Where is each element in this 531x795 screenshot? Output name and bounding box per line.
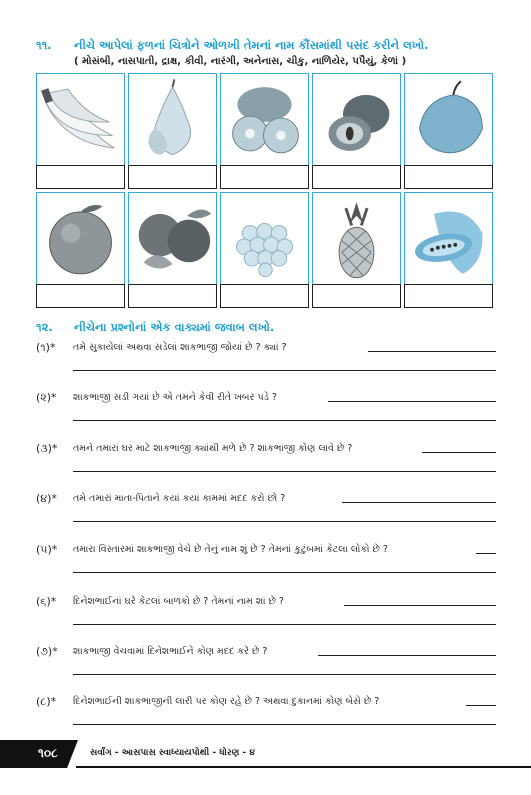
- question-item: [36, 442, 496, 482]
- answer-line[interactable]: [328, 401, 496, 402]
- question-number: (૩)*: [36, 442, 58, 455]
- answer-box[interactable]: [220, 165, 309, 189]
- question-text: તમારા વિસ્તારમાં શાકભાજી વેચે છે તેનું નામ શું છે ? તેમનાં કુટુંબમાં કેટલા લોકો છે ?: [73, 544, 388, 555]
- question-text: તમે તમારાં માતા-પિતાને કયાં કયાં કામમાં મદદ કરો છો ?: [73, 493, 286, 504]
- q12-heading: [36, 320, 274, 335]
- answer-line[interactable]: [368, 351, 496, 352]
- q12-number: ૧૨.: [36, 320, 53, 334]
- answer-box[interactable]: [312, 284, 401, 308]
- pear-icon: [128, 73, 217, 167]
- answer-line[interactable]: [73, 420, 496, 421]
- papaya-icon: [404, 192, 493, 286]
- answer-line[interactable]: [318, 655, 496, 656]
- page-footer: [0, 740, 531, 768]
- answer-box[interactable]: [312, 165, 401, 189]
- answer-line[interactable]: [73, 521, 496, 522]
- sweet-lime-icon: [128, 192, 217, 286]
- answer-box[interactable]: [36, 284, 125, 308]
- question-number: (૫)*: [36, 543, 58, 556]
- answer-line[interactable]: [73, 724, 496, 725]
- question-text: તમે સુકાયેલાં અથવા સડેલાં શાકભાજી જોયાં છે ? ક્યાં ?: [73, 342, 287, 353]
- coconut-icon: [404, 73, 493, 167]
- question-number: (૭)*: [36, 645, 58, 658]
- question-text: દિનેશભાઈની શાકભાજીની લારી પર કોણ રહે છે ? અથવા દુકાનમાં કોણ બેસે છે ?: [73, 696, 380, 707]
- question-item: [36, 645, 496, 685]
- answer-line[interactable]: [73, 370, 496, 371]
- answer-box[interactable]: [128, 165, 217, 189]
- question-item: [36, 595, 496, 635]
- question-item: [36, 543, 496, 583]
- q12-title: નીચેના પ્રશ્નોનાં એક વાક્યમાં જવાબ લખો.: [74, 320, 275, 334]
- question-number: (૪)*: [36, 492, 57, 505]
- question-number: (૨)*: [36, 391, 57, 404]
- answer-box[interactable]: [404, 284, 493, 308]
- answer-line[interactable]: [73, 674, 496, 675]
- q11-options: ( મોસંબી, નાસપાતી, દ્રાક્ષ, કીવી, નારંગી, અનેનાસ, ચીકુ, નાળિયેર, પપૈયું, કેળાં ): [74, 56, 407, 67]
- question-text: તમને તમારાં ઘર માટે શાકભાજી ક્યાંથી મળે છે ? શાકભાજી કોણ લાવે છે ?: [73, 443, 353, 454]
- question-number: (૮)*: [36, 695, 57, 708]
- answer-box[interactable]: [220, 284, 309, 308]
- question-text: શાકભાજી વેચવામાં દિનેશભાઈને કોણ મદદ કરે છે ?: [73, 646, 268, 657]
- fruit-image-row-1: [36, 73, 493, 167]
- pineapple-icon: [312, 192, 401, 286]
- answer-line[interactable]: [466, 705, 496, 706]
- answer-row-2: [36, 284, 493, 308]
- answer-box[interactable]: [404, 165, 493, 189]
- grapes-icon: [220, 192, 309, 286]
- question-text: દિનેશભાઈનાં ઘરે કેટલાં બાળકો છે ? તેમનાં નામ શાં છે ?: [73, 596, 284, 607]
- answer-line[interactable]: [476, 553, 496, 554]
- orange-icon: [36, 192, 125, 286]
- question-item: [36, 391, 496, 431]
- answer-line[interactable]: [342, 502, 496, 503]
- question-number: (૧)*: [36, 341, 56, 354]
- footer-rule: [76, 766, 531, 768]
- question-text: શાકભાજી સડી ગયાં છે એ તમને કેવી રીતે ખબર પડે ?: [73, 392, 277, 403]
- answer-box[interactable]: [36, 165, 125, 189]
- answer-row-1: [36, 165, 493, 189]
- q11-number: ૧૧.: [36, 38, 52, 52]
- answer-line[interactable]: [344, 605, 496, 606]
- answer-box[interactable]: [128, 284, 217, 308]
- kiwi-icon: [220, 73, 309, 167]
- page-number: ૧૦૮: [38, 746, 58, 760]
- footer-title: સર્વાંગ - આસપાસ સ્વાધ્યાયપોથી - ધોરણ - ૪: [90, 748, 255, 758]
- answer-line[interactable]: [73, 624, 496, 625]
- answer-line[interactable]: [73, 572, 496, 573]
- question-item: [36, 492, 496, 532]
- question-number: (૬)*: [36, 595, 57, 608]
- sapota-icon: [312, 73, 401, 167]
- q11-heading: [36, 38, 429, 53]
- q11-title: નીચે આપેલાં ફળનાં ચિત્રોને ઓળખી તેમનાં નામ કૌંસમાંથી પસંદ કરીને લખો.: [74, 38, 429, 52]
- question-item: [36, 695, 496, 735]
- fruit-image-row-2: [36, 192, 493, 286]
- answer-line[interactable]: [73, 471, 496, 472]
- answer-line[interactable]: [422, 452, 496, 453]
- question-item: [36, 341, 496, 381]
- banana-icon: [36, 73, 125, 167]
